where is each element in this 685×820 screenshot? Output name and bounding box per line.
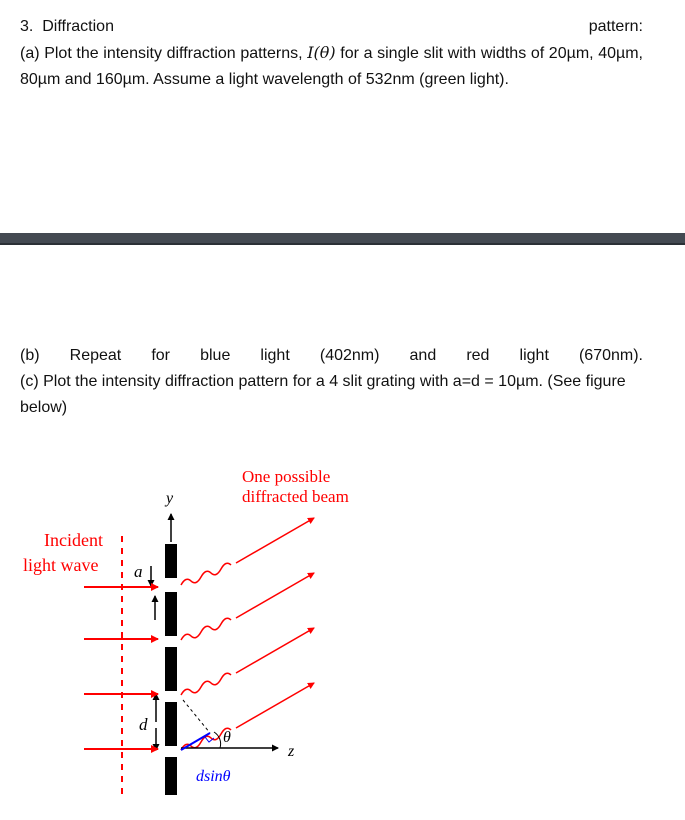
question-title-text: Diffraction <box>42 18 114 35</box>
diffracted-wave <box>181 563 231 585</box>
question-header <box>20 14 643 40</box>
a-label: a <box>134 562 143 581</box>
diffracted-beam <box>236 573 314 618</box>
slit-grating-figure <box>0 460 685 820</box>
part-a-text-before: Plot the intensity diffraction patterns, <box>44 45 303 62</box>
part-a-text <box>20 40 643 93</box>
parts-b-c <box>20 343 643 421</box>
right-angle-marker <box>205 737 214 742</box>
intensity-symbol: I(θ) <box>307 43 336 62</box>
incident-label-line-2: light wave <box>23 555 99 575</box>
question-3 <box>20 14 643 93</box>
slit-wall <box>165 757 177 795</box>
slit-wall <box>165 544 177 578</box>
question-title-end: pattern: <box>588 18 643 35</box>
path-difference-label: dsinθ <box>196 768 231 785</box>
question-title <box>20 14 114 40</box>
beam-label-line-1: One possible <box>242 467 331 486</box>
slit-wall <box>165 702 177 746</box>
page-divider <box>0 233 685 245</box>
diffracted-beam <box>236 628 314 673</box>
part-a-label: (a) <box>20 45 40 62</box>
theta-label: θ <box>223 729 231 746</box>
beam-label-line-2: diffracted beam <box>242 487 349 506</box>
slit-wall <box>165 647 177 691</box>
perpendicular-dashed-line <box>183 700 210 733</box>
diffracted-wave <box>181 673 231 695</box>
z-axis-label: z <box>288 743 295 760</box>
diffracted-beam <box>236 518 314 563</box>
part-b-text: (b) Repeat for blue light (402nm) and red light (670nm). <box>20 347 643 364</box>
diffracted-beam <box>236 683 314 728</box>
part-a-text-after: for a single slit with widths of 20µm, 40µm, 80µm and 160µm. Assume a light wavelength of 532nm (green light). <box>20 45 644 88</box>
incident-label-line-1: Incident <box>44 530 103 550</box>
part-c-text: (c) Plot the intensity diffraction pattern for a 4 slit grating with a=d = 10µm. (See figure below) <box>20 373 626 416</box>
slit-wall <box>165 592 177 636</box>
diffracted-wave <box>181 618 231 640</box>
question-number: 3. <box>20 18 34 35</box>
y-axis-label: y <box>166 490 174 507</box>
d-label: d <box>139 715 148 734</box>
